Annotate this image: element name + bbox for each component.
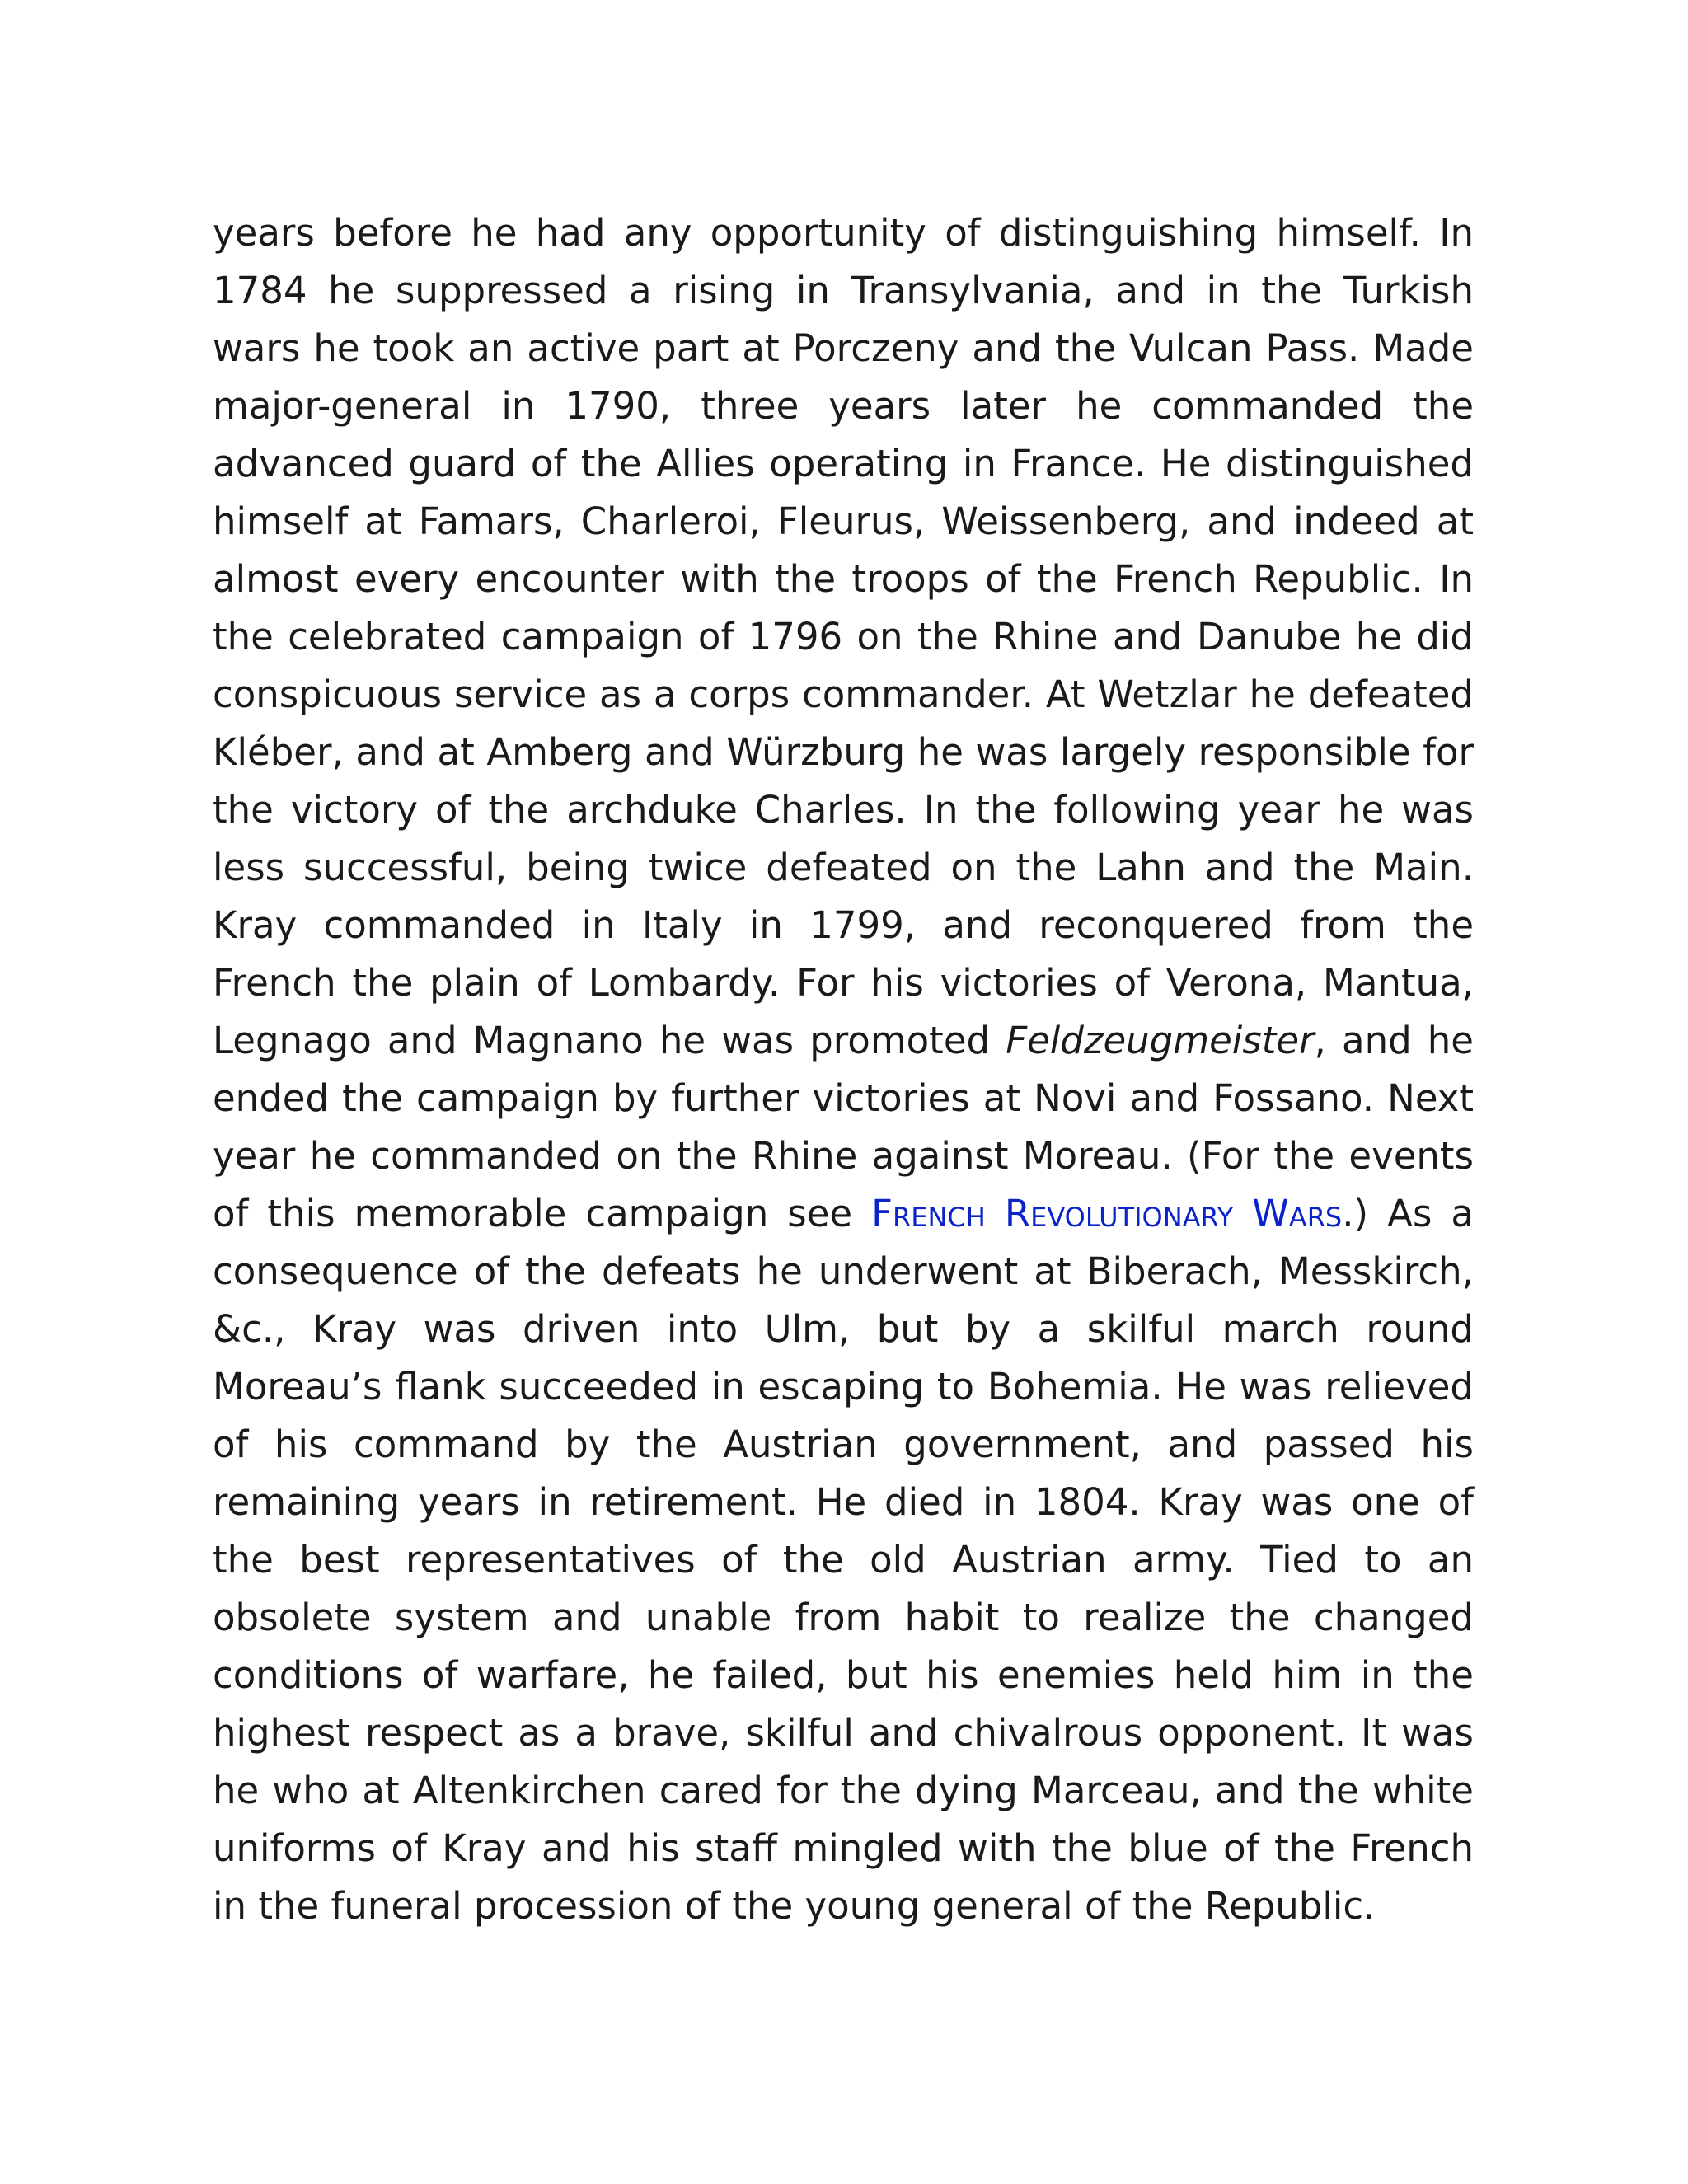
italic-term: Feldzeugmeister [1006,1019,1315,1062]
paragraph-text-part-2: , and he ended the campaign by further victories at Novi and Fossano. Next year he commanded on the Rhine against Moreau. (For the events of this memorable campaign see [213,1019,1474,1235]
paragraph-text-part-1: years before he had any opportunity of distinguishing himself. In 1784 he suppressed a rising in Transylvania, and in the Turkish wars he took an active part at Porczeny and the Vulcan Pass. Made major-general in 1790, three years later he commanded the advanced guard of the Allies operating in France. He distinguished himself at Famars, Charleroi, Fleurus, Weissenberg, and indeed at almost every encounter with the troops of the French Republic. In the celebrated campaign of 1796 on the Rhine and Danube he did conspicuous service as a corps commander. At Wetzlar he defeated Kléber, and at Amberg and Würzburg he was largely responsible for the victory of the archduke Charles. In the following year he was less successful, being twice defeated on the Lahn and the Main. Kray commanded in Italy in 1799, and reconquered from the French the plain of Lombardy. For his victories of Verona, Mantua, Legnago and Magnano he was promoted [213,211,1474,1062]
french-revolutionary-wars-link[interactable]: French Revolutionary Wars [871,1192,1343,1235]
document-page [213,204,1474,1935]
paragraph-text-part-3: .) As a consequence of the defeats he underwent at Biberach, Messkirch, &c., Kray was driven into Ulm, but by a skilful march round Moreau’s flank succeeded in escaping to Bohemia. He was relieved of his command by the Austrian government, and passed his remaining years in retirement. He died in 1804. Kray was one of the best representatives of the old Austrian army. Tied to an obsolete system and unable from habit to realize the changed conditions of warfare, he failed, but his enemies held him in the highest respect as a brave, skilful and chivalrous opponent. It was he who at Altenkirchen cared for the dying Marceau, and the white uniforms of Kray and his staff mingled with the blue of the French in the funeral procession of the young general of the Republic. [213,1192,1475,1928]
body-paragraph [213,204,1474,1935]
